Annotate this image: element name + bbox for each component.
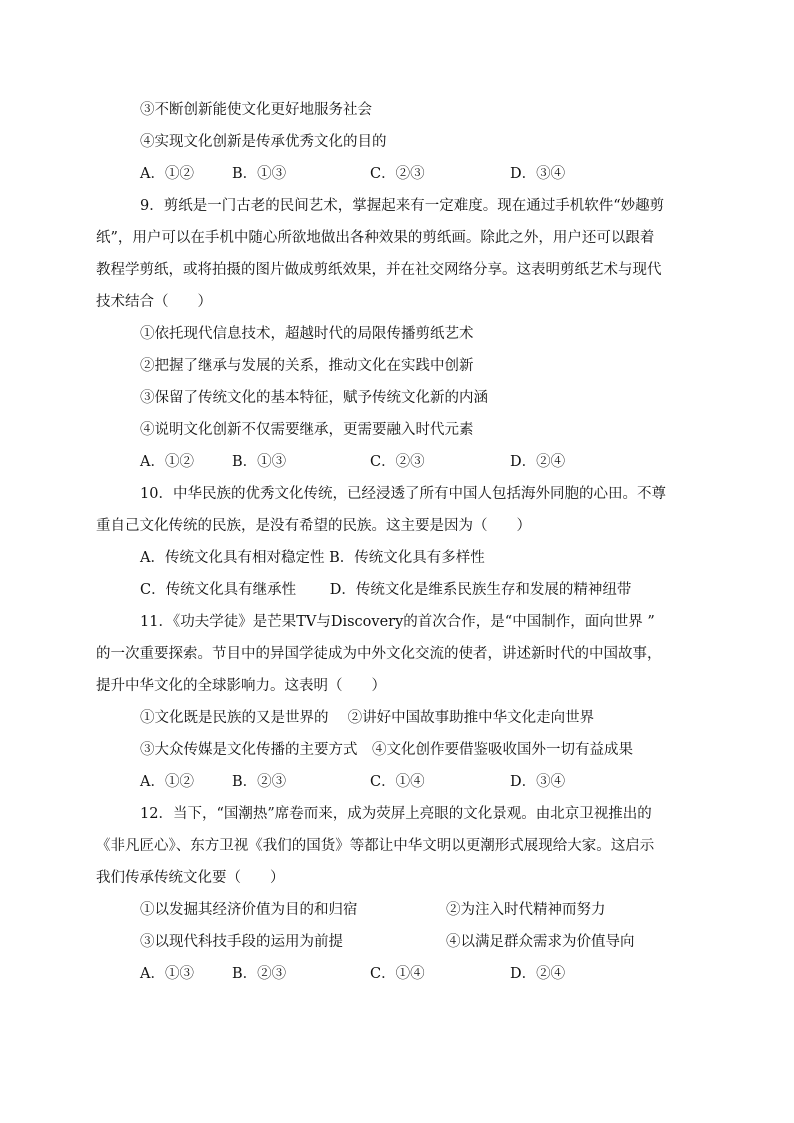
option-b: B．②③ bbox=[232, 774, 287, 790]
option-b: B．①③ bbox=[232, 454, 287, 470]
option-b: B．①③ bbox=[232, 166, 287, 182]
q11-stem-line-1: 11．《功夫学徒》是芒果TV与Discovery的首次合作，是“中国制作，面向世界 ” bbox=[140, 614, 655, 630]
q11-items-row-1: ①文化既是民族的又是世界的 ②讲好中国故事助推中华文化走向世界 bbox=[140, 710, 595, 726]
q12-item-4: ④以满足群众需求为价值导向 bbox=[446, 934, 635, 950]
q12-stem-line-2: 《非凡匠心》、东方卫视《我们的国货》等都让中华文明以更潮形式展现给大家。这启示 bbox=[96, 838, 655, 854]
q12-item-2: ②为注入时代精神而努力 bbox=[446, 902, 606, 918]
option-a: A．①② bbox=[140, 166, 194, 182]
q9-item-3: ③保留了传统文化的基本特征，赋予传统文化新的内涵 bbox=[140, 390, 488, 406]
q12-item-3: ③以现代科技手段的运用为前提 bbox=[140, 934, 343, 950]
q9-stem-line-1: 9．剪纸是一门古老的民间艺术，掌握起来有一定难度。现在通过手机软件“妙趣剪 bbox=[140, 198, 665, 214]
q11-stem-line-3: 提升中华文化的全球影响力。这表明（ ） bbox=[96, 678, 386, 694]
option-c: C．①④ bbox=[370, 966, 425, 982]
q9-stem-line-4: 技术结合（ ） bbox=[96, 294, 212, 310]
q9-item-4: ④说明文化创新不仅需要继承，更需要融入时代元素 bbox=[140, 422, 474, 438]
q10-options-row-1: A．传统文化具有相对稳定性 B．传统文化具有多样性 bbox=[140, 550, 485, 566]
q12-stem-line-1: 12．当下，“国潮热”席卷而来，成为荧屏上亮眼的文化景观。由北京卫视推出的 bbox=[140, 806, 652, 822]
option-d: D．②④ bbox=[510, 966, 566, 982]
option-a: A．①② bbox=[140, 454, 194, 470]
option-a: A．①③ bbox=[140, 966, 194, 982]
q9-stem-line-2: 纸”，用户可以在手机中随心所欲地做出各种效果的剪纸画。除此之外，用户还可以跟着 bbox=[96, 230, 655, 246]
option-d: D．③④ bbox=[510, 774, 566, 790]
q9-item-2: ②把握了继承与发展的关系，推动文化在实践中创新 bbox=[140, 358, 474, 374]
q10-stem-line-1: 10．中华民族的优秀文化传统，已经浸透了所有中国人包括海外同胞的心田。不尊 bbox=[140, 486, 666, 502]
q11-items-row-2: ③大众传媒是文化传播的主要方式 ④文化创作要借鉴吸收国外一切有益成果 bbox=[140, 742, 633, 758]
q11-stem-line-2: 的一次重要探索。节目中的异国学徒成为中外文化交流的使者，讲述新时代的中国故事， bbox=[96, 646, 662, 662]
option-a: A．①② bbox=[140, 774, 194, 790]
q9-item-1: ①依托现代信息技术，超越时代的局限传播剪纸艺术 bbox=[140, 326, 474, 342]
prev-item-4: ④实现文化创新是传承优秀文化的目的 bbox=[140, 134, 387, 150]
q10-stem-line-2: 重自己文化传统的民族，是没有希望的民族。这主要是因为（ ） bbox=[96, 518, 531, 534]
prev-item-3: ③不断创新能使文化更好地服务社会 bbox=[140, 102, 372, 118]
q12-stem-line-3: 我们传承传统文化要（ ） bbox=[96, 870, 285, 886]
option-d: D．③④ bbox=[510, 166, 566, 182]
option-d: D．②④ bbox=[510, 454, 566, 470]
option-c: C．②③ bbox=[370, 454, 425, 470]
option-b: B．②③ bbox=[232, 966, 287, 982]
option-c: C．①④ bbox=[370, 774, 425, 790]
q12-item-1: ①以发掘其经济价值为目的和归宿 bbox=[140, 902, 358, 918]
q9-stem-line-3: 教程学剪纸，或将拍摄的图片做成剪纸效果，并在社交网络分享。这表明剪纸艺术与现代 bbox=[96, 262, 662, 278]
q10-options-row-2: C．传统文化具有继承性 D．传统文化是维系民族生存和发展的精神纽带 bbox=[140, 582, 632, 598]
option-c: C．②③ bbox=[370, 166, 425, 182]
